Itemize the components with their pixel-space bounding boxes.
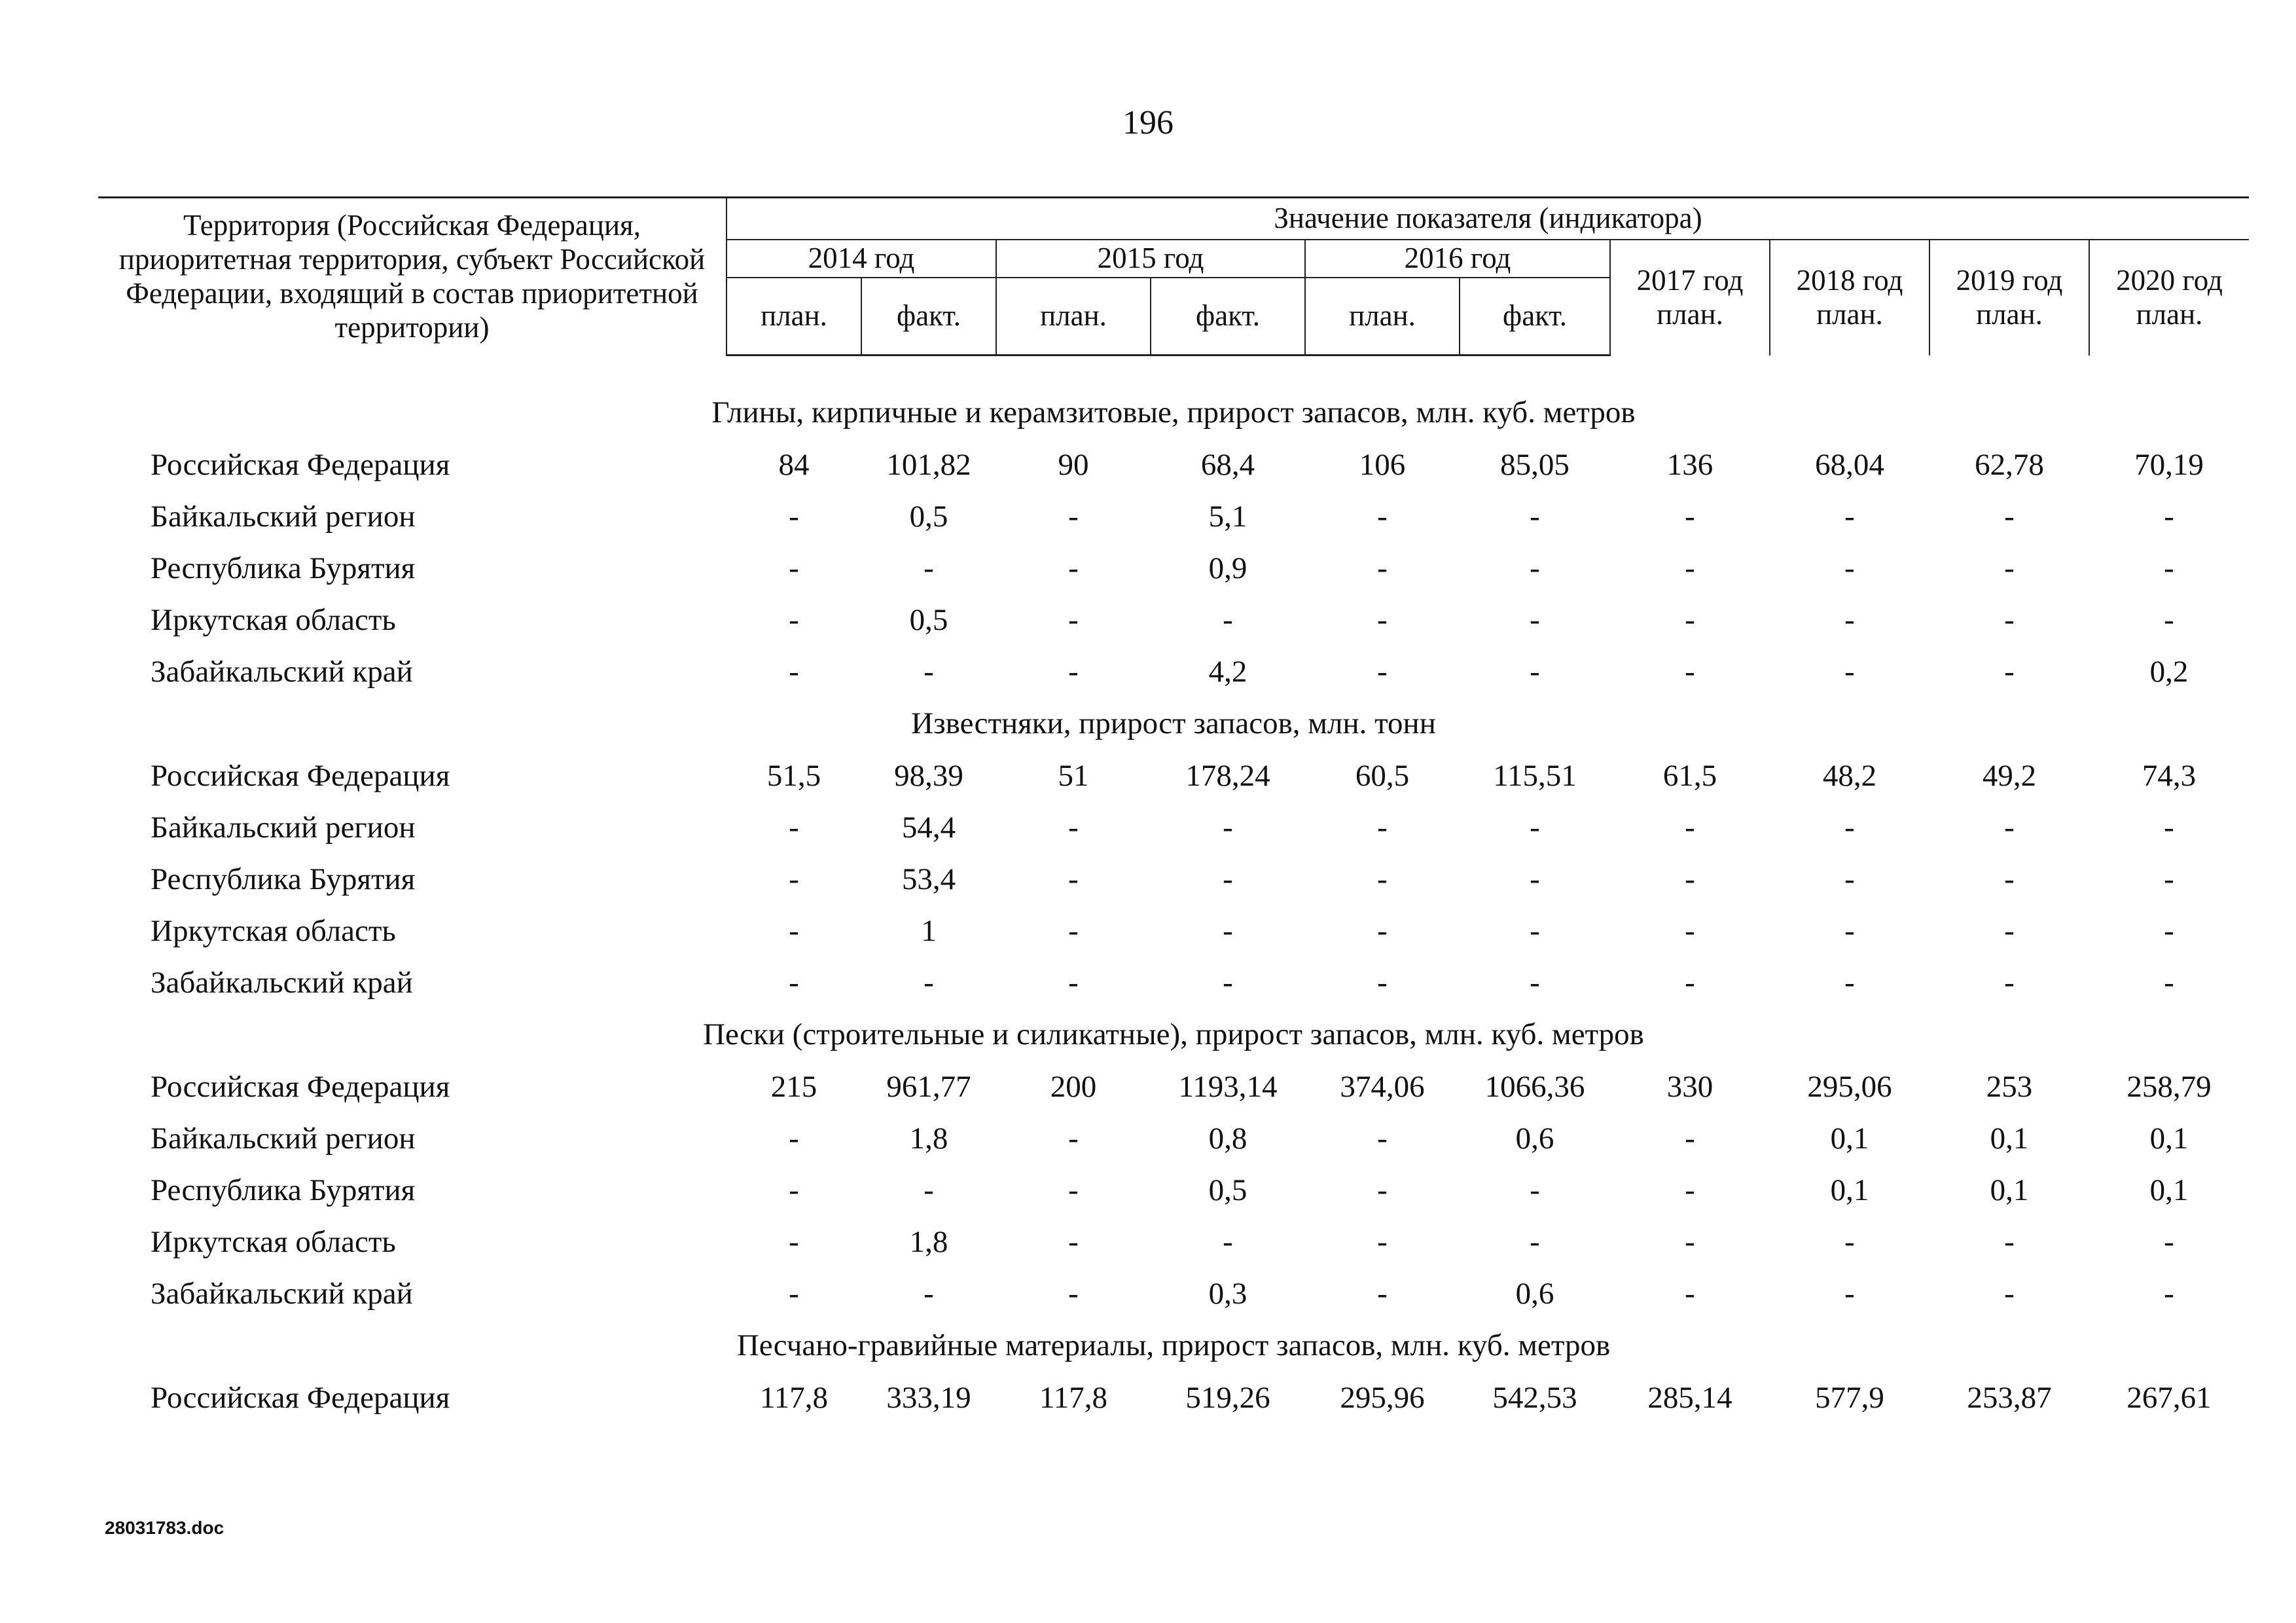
table-row: [98, 750, 2249, 801]
table-cell: 200: [1050, 1069, 1097, 1104]
table-cell: 295,96: [1340, 1380, 1425, 1415]
section-title: Пески (строительные и силикатные), прирост запасов, млн. куб. метров: [703, 1017, 1644, 1051]
table-cell: -: [1068, 602, 1079, 637]
table-cell: 4,2: [1208, 654, 1247, 689]
table-cell: 295,06: [1807, 1069, 1892, 1104]
table-cell: 285,14: [1647, 1380, 1732, 1415]
table-cell: -: [2164, 965, 2174, 1000]
region-name: Иркутская область: [151, 602, 396, 637]
table-row: [98, 1061, 2249, 1112]
year-header-2016: 2016 год: [1305, 240, 1610, 278]
table-cell: 0,1: [1990, 1121, 2029, 1156]
table-cell: 0,1: [2149, 1173, 2189, 1207]
table-cell: 0,5: [1208, 1173, 1247, 1207]
table-cell: 85,05: [1500, 447, 1570, 482]
table-cell: -: [1223, 965, 1233, 1000]
table-cell: 70,19: [2134, 447, 2204, 482]
table-cell: 48,2: [1822, 758, 1877, 793]
table-cell: -: [1068, 551, 1079, 585]
section-title-row: [98, 697, 2249, 750]
region-name: Забайкальский край: [151, 1276, 413, 1311]
table-cell: -: [1844, 913, 1855, 948]
table-cell: -: [2004, 602, 2015, 637]
table-cell: 0,8: [1208, 1121, 1247, 1156]
table-header: [98, 196, 2249, 356]
fact-header-2016: факт.: [1460, 278, 1610, 356]
table-cell: -: [1844, 965, 1855, 1000]
region-name: Российская Федерация: [151, 1380, 450, 1415]
region-name: Забайкальский край: [151, 654, 413, 689]
section-title-row: [98, 386, 2249, 439]
table-cell: -: [789, 913, 799, 948]
table-row: [98, 801, 2249, 853]
table-cell: -: [2164, 551, 2174, 585]
region-name: Забайкальский край: [151, 965, 413, 1000]
table-cell: -: [1530, 602, 1540, 637]
table-cell: -: [1685, 499, 1695, 534]
table-cell: -: [789, 1121, 799, 1156]
table-cell: -: [1844, 1276, 1855, 1311]
table-cell: -: [1844, 810, 1855, 845]
region-name: Байкальский регион: [151, 499, 416, 534]
table-cell: -: [1377, 551, 1388, 585]
table-cell: -: [1685, 602, 1695, 637]
table-cell: -: [1844, 551, 1855, 585]
table-row: [98, 1216, 2249, 1267]
year-header-2015: 2015 год: [996, 240, 1305, 278]
table-cell: -: [1685, 551, 1695, 585]
table-cell: -: [1844, 862, 1855, 896]
table-cell: -: [1685, 1121, 1695, 1156]
table-cell: 51: [1058, 758, 1089, 793]
region-name: Российская Федерация: [151, 447, 450, 482]
table-cell: 106: [1359, 447, 1406, 482]
table-cell: -: [2164, 499, 2174, 534]
table-cell: -: [1685, 654, 1695, 689]
table-cell: 0,1: [1990, 1173, 2029, 1207]
table-cell: -: [789, 810, 799, 845]
section-title-row: [98, 1008, 2249, 1061]
table-cell: 178,24: [1185, 758, 1270, 793]
region-name: Российская Федерация: [151, 758, 450, 793]
table-cell: -: [1068, 654, 1079, 689]
table-cell: 62,78: [1975, 447, 2044, 482]
table-cell: -: [1068, 913, 1079, 948]
table-cell: 1066,36: [1484, 1069, 1585, 1104]
region-name: Республика Бурятия: [151, 551, 416, 585]
table-cell: 0,6: [1515, 1276, 1554, 1311]
table-row: [98, 490, 2249, 542]
region-name: Республика Бурятия: [151, 1173, 416, 1207]
table-cell: -: [1068, 1224, 1079, 1259]
table-cell: 74,3: [2142, 758, 2197, 793]
data-table: [98, 386, 2249, 1423]
region-name: Иркутская область: [151, 913, 396, 948]
table-cell: -: [1223, 810, 1233, 845]
fact-header-2015: факт.: [1151, 278, 1305, 356]
table-cell: -: [924, 1173, 934, 1207]
table-cell: -: [1377, 1121, 1388, 1156]
table-cell: 0,1: [2149, 1121, 2189, 1156]
table-cell: 51,5: [766, 758, 821, 793]
table-cell: -: [789, 965, 799, 1000]
table-cell: -: [2004, 965, 2015, 1000]
table-cell: -: [1530, 654, 1540, 689]
table-cell: 68,4: [1200, 447, 1255, 482]
table-cell: -: [1068, 810, 1079, 845]
table-cell: -: [1685, 1276, 1695, 1311]
table-cell: 60,5: [1355, 758, 1410, 793]
table-cell: -: [1377, 1276, 1388, 1311]
table-cell: 0,1: [1830, 1121, 1869, 1156]
table-cell: 53,4: [901, 862, 956, 896]
table-row: [98, 1267, 2249, 1319]
table-row: [98, 1164, 2249, 1216]
table-cell: 253: [1986, 1069, 2033, 1104]
table-cell: -: [2164, 602, 2174, 637]
table-cell: 0,6: [1515, 1121, 1554, 1156]
table-cell: -: [1377, 862, 1388, 896]
region-name: Иркутская область: [151, 1224, 396, 1259]
table-cell: -: [2164, 1276, 2174, 1311]
territory-column-header: Территория (Российская Федерация, приоритетная территория, субъект Российской Федерации, входящий в состав приоритетной территории): [98, 198, 726, 356]
table-cell: 542,53: [1492, 1380, 1577, 1415]
table-cell: 84: [778, 447, 810, 482]
table-cell: -: [1377, 965, 1388, 1000]
table-cell: -: [924, 965, 934, 1000]
table-cell: 117,8: [759, 1380, 828, 1415]
table-cell: -: [1844, 602, 1855, 637]
page-number: 196: [1122, 104, 1174, 141]
table-cell: -: [2164, 913, 2174, 948]
plan-header-2014: план.: [726, 278, 861, 356]
table-cell: 1,8: [909, 1224, 948, 1259]
table-cell: -: [1223, 913, 1233, 948]
section-title: Глины, кирпичные и керамзитовые, прирост запасов, млн. куб. метров: [711, 395, 1636, 429]
indicator-header: Значение показателя (индикатора): [726, 198, 2249, 240]
year-header-2019: 2019 год план.: [1929, 240, 2089, 356]
table-cell: -: [1377, 1173, 1388, 1207]
table-cell: -: [1844, 1224, 1855, 1259]
year-header-2014: 2014 год: [726, 240, 996, 278]
table-cell: -: [789, 551, 799, 585]
table-cell: 374,06: [1340, 1069, 1425, 1104]
table-cell: -: [1530, 862, 1540, 896]
table-cell: 61,5: [1662, 758, 1717, 793]
table-cell: -: [2164, 1224, 2174, 1259]
fact-header-2014: факт.: [861, 278, 996, 356]
table-cell: -: [1377, 602, 1388, 637]
region-name: Российская Федерация: [151, 1069, 450, 1104]
table-cell: -: [1377, 499, 1388, 534]
table-row: [98, 542, 2249, 594]
table-cell: -: [1685, 810, 1695, 845]
year-header-2018: 2018 год план.: [1770, 240, 1929, 356]
table-cell: 1: [921, 913, 937, 948]
table-cell: -: [2004, 654, 2015, 689]
table-cell: -: [789, 862, 799, 896]
table-cell: -: [2164, 862, 2174, 896]
table-cell: -: [789, 1224, 799, 1259]
table-cell: 49,2: [1982, 758, 2037, 793]
table-cell: -: [789, 1276, 799, 1311]
table-cell: -: [1685, 965, 1695, 1000]
table-cell: 267,61: [2126, 1380, 2212, 1415]
table-cell: 98,39: [894, 758, 963, 793]
section-title: Песчано-гравийные материалы, прирост запасов, млн. куб. метров: [736, 1328, 1611, 1362]
table-cell: -: [2004, 499, 2015, 534]
table-cell: 577,9: [1815, 1380, 1884, 1415]
table-cell: 333,19: [886, 1380, 971, 1415]
table-cell: 215: [770, 1069, 817, 1104]
table-cell: -: [1223, 602, 1233, 637]
table-cell: -: [2004, 1224, 2015, 1259]
section-title: Известняки, прирост запасов, млн. тонн: [911, 706, 1436, 740]
table-cell: -: [1530, 1224, 1540, 1259]
table-cell: 0,2: [2149, 654, 2189, 689]
table-cell: 258,79: [2126, 1069, 2212, 1104]
table-cell: -: [2004, 913, 2015, 948]
table-cell: 5,1: [1208, 499, 1247, 534]
table-cell: 1,8: [909, 1121, 948, 1156]
table-cell: -: [1377, 1224, 1388, 1259]
table-cell: -: [2164, 810, 2174, 845]
plan-header-2016: план.: [1305, 278, 1460, 356]
table-row: [98, 905, 2249, 957]
table-cell: 115,51: [1493, 758, 1577, 793]
table-cell: -: [1068, 1276, 1079, 1311]
year-header-2017: 2017 год план.: [1610, 240, 1770, 356]
table-row: [98, 1372, 2249, 1423]
table-cell: 0,9: [1208, 551, 1247, 585]
table-cell: 136: [1666, 447, 1713, 482]
table-cell: -: [924, 654, 934, 689]
region-name: Республика Бурятия: [151, 862, 416, 896]
table-cell: 101,82: [886, 447, 971, 482]
table-cell: -: [2004, 810, 2015, 845]
table-row: [98, 853, 2249, 905]
table-cell: 519,26: [1185, 1380, 1270, 1415]
table-cell: -: [1530, 551, 1540, 585]
table-cell: 0,5: [909, 602, 948, 637]
table-cell: 253,87: [1967, 1380, 2052, 1415]
table-cell: -: [1685, 1173, 1695, 1207]
table-row: [98, 646, 2249, 697]
table-cell: -: [1530, 1173, 1540, 1207]
table-cell: 54,4: [901, 810, 956, 845]
document-footer: 28031783.doc: [105, 1518, 224, 1538]
table-cell: 0,1: [1830, 1173, 1869, 1207]
year-header-2020: 2020 год план.: [2089, 240, 2249, 356]
table-cell: -: [924, 1276, 934, 1311]
table-cell: -: [1530, 913, 1540, 948]
table-cell: 90: [1058, 447, 1089, 482]
table-row: [98, 439, 2249, 490]
table-cell: -: [1068, 965, 1079, 1000]
table-cell: 1193,14: [1178, 1069, 1278, 1104]
table-cell: -: [1844, 499, 1855, 534]
table-cell: -: [1685, 913, 1695, 948]
table-cell: -: [1377, 913, 1388, 948]
table-cell: -: [1068, 1121, 1079, 1156]
plan-header-2015: план.: [996, 278, 1151, 356]
table-cell: -: [1844, 654, 1855, 689]
table-cell: -: [1685, 1224, 1695, 1259]
table-cell: -: [924, 551, 934, 585]
table-cell: -: [1377, 654, 1388, 689]
table-cell: -: [1530, 499, 1540, 534]
table-cell: 68,04: [1815, 447, 1884, 482]
table-cell: -: [2004, 551, 2015, 585]
table-row: [98, 957, 2249, 1008]
region-name: Байкальский регион: [151, 1121, 416, 1156]
table-cell: -: [789, 1173, 799, 1207]
table-cell: 0,5: [909, 499, 948, 534]
table-cell: 330: [1666, 1069, 1713, 1104]
table-row: [98, 1112, 2249, 1164]
table-cell: -: [1223, 1224, 1233, 1259]
table-cell: -: [2004, 1276, 2015, 1311]
table-cell: -: [1068, 862, 1079, 896]
table-cell: -: [1068, 499, 1079, 534]
table-row: [98, 594, 2249, 646]
table-cell: -: [789, 499, 799, 534]
region-name: Байкальский регион: [151, 810, 416, 845]
table-cell: -: [789, 654, 799, 689]
table-cell: 0,3: [1208, 1276, 1247, 1311]
table-cell: -: [1223, 862, 1233, 896]
table-cell: -: [1377, 810, 1388, 845]
table-cell: 117,8: [1039, 1380, 1107, 1415]
table-cell: -: [1685, 862, 1695, 896]
table-cell: -: [1530, 810, 1540, 845]
section-title-row: [98, 1319, 2249, 1372]
table-cell: -: [1068, 1173, 1079, 1207]
table-cell: -: [2004, 862, 2015, 896]
table-cell: -: [1530, 965, 1540, 1000]
table-cell: -: [789, 602, 799, 637]
table-cell: 961,77: [886, 1069, 971, 1104]
